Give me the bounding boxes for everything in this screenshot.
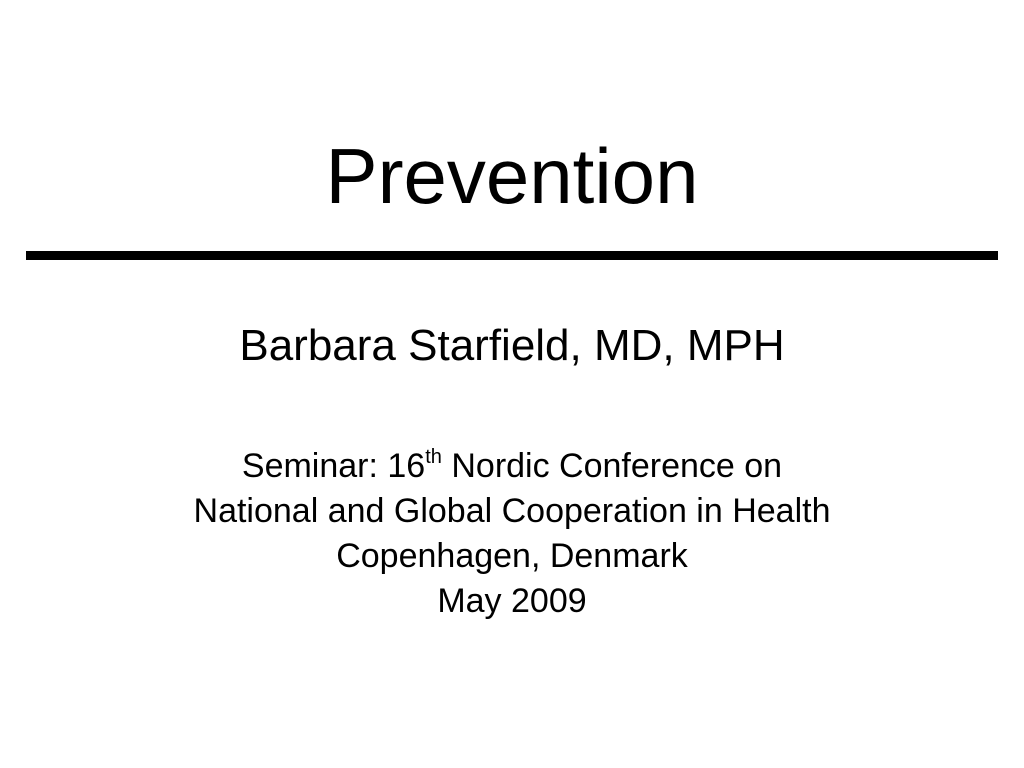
location-line: Copenhagen, Denmark	[336, 537, 688, 575]
ordinal-suffix: th	[425, 445, 442, 468]
event-details	[0, 444, 1024, 624]
date-line: May 2009	[437, 582, 587, 620]
seminar-prefix: Seminar: 16	[241, 447, 426, 485]
seminar-line	[0, 444, 1024, 489]
author-name: Barbara Starfield, MD, MPH	[239, 321, 785, 370]
seminar-suffix: Nordic Conference on	[441, 447, 783, 485]
title-divider	[26, 251, 998, 260]
slide-title: Prevention	[325, 132, 699, 220]
conference-title-line: National and Global Cooperation in Health	[193, 492, 831, 530]
